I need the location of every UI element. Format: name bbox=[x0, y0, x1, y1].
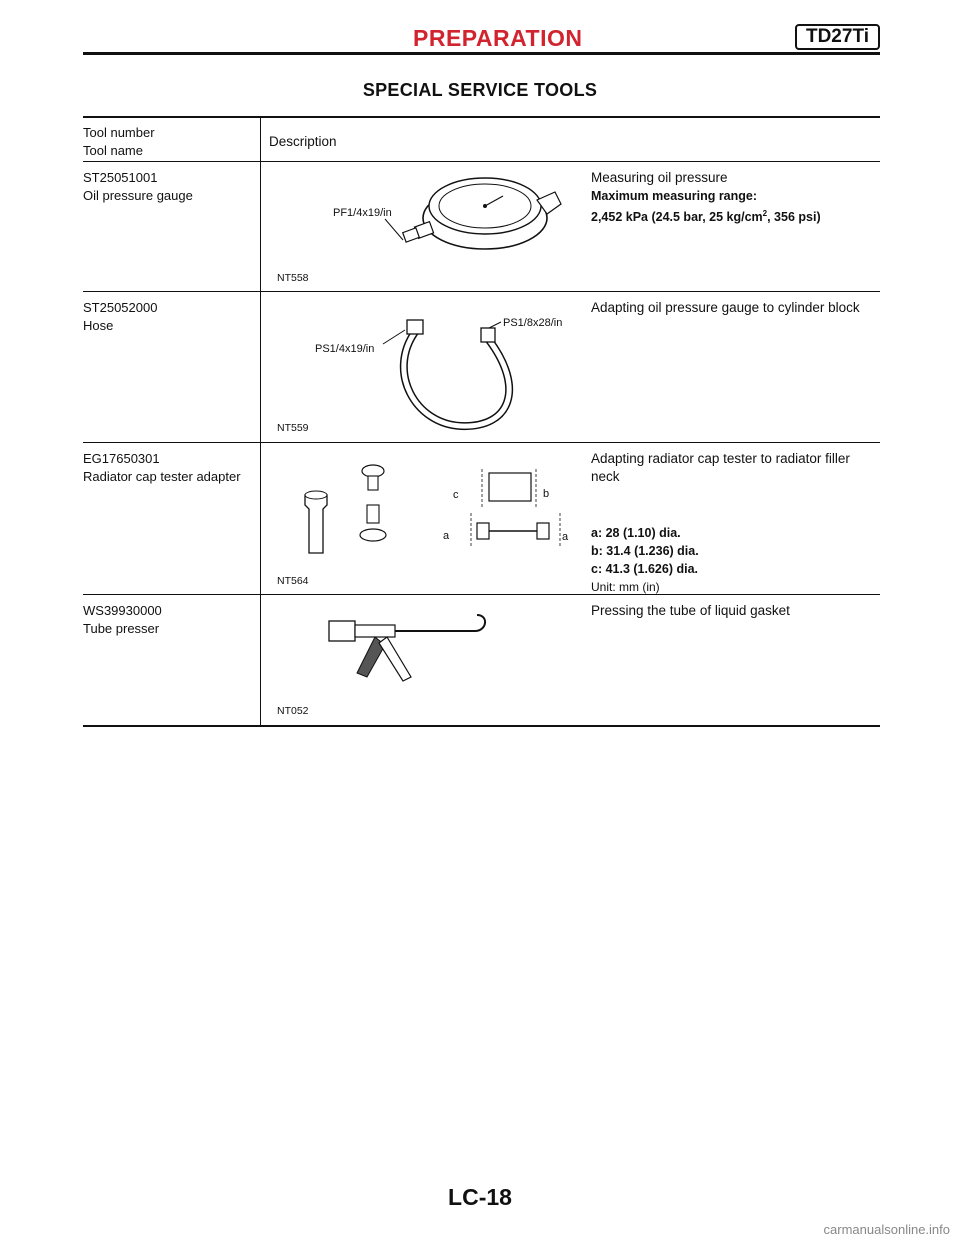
table-row bbox=[83, 162, 880, 292]
radiator-cap-tester-adapter-illustration bbox=[275, 443, 585, 594]
tube-presser-illustration bbox=[275, 595, 585, 725]
tools-table bbox=[83, 116, 880, 727]
tool-id-cell bbox=[83, 169, 255, 205]
section-title: PREPARATION bbox=[413, 25, 583, 51]
hose-end-thread-label: PS1/4x19/in bbox=[315, 343, 375, 355]
dimension-a-left-label: a bbox=[443, 530, 450, 542]
tool-number: WS39930000 bbox=[83, 603, 162, 618]
page-heading: SPECIAL SERVICE TOOLS bbox=[362, 80, 598, 100]
dimension-a-right-label: a bbox=[562, 531, 569, 543]
column-divider bbox=[260, 118, 261, 161]
tool-name: Oil pressure gauge bbox=[83, 188, 193, 203]
oil-pressure-gauge-illustration bbox=[275, 162, 575, 291]
table-row bbox=[83, 443, 880, 595]
page-header bbox=[83, 22, 880, 56]
column-divider bbox=[260, 595, 261, 725]
description-cell bbox=[591, 169, 880, 226]
table-row bbox=[83, 595, 880, 727]
image-code: NT558 bbox=[277, 272, 309, 284]
image-code: NT564 bbox=[277, 575, 309, 587]
column-divider bbox=[260, 443, 261, 594]
tool-id-cell bbox=[83, 450, 255, 486]
description-text: Pressing the tube of liquid gasket bbox=[591, 603, 790, 618]
description-text: Measuring oil pressure bbox=[591, 170, 728, 185]
tool-name: Radiator cap tester adapter bbox=[83, 469, 241, 484]
page-number: LC-18 bbox=[448, 1184, 512, 1210]
dimension-c-label: c bbox=[453, 489, 459, 501]
tool-id-cell bbox=[83, 299, 255, 335]
description-header: Description bbox=[269, 134, 337, 149]
image-code: NT559 bbox=[277, 422, 309, 434]
fitting-thread-label: PF1/4x19/in bbox=[333, 207, 392, 219]
table-row bbox=[83, 292, 880, 443]
tool-number-header: Tool number bbox=[83, 125, 155, 140]
dimension-a: a: 28 (1.10) dia. bbox=[591, 526, 681, 540]
tool-number: ST25051001 bbox=[83, 170, 158, 185]
hose-other-end-thread-label: PS1/8x28/in bbox=[503, 317, 563, 329]
column-divider bbox=[260, 292, 261, 442]
unit-note: Unit: mm (in) bbox=[591, 580, 660, 594]
tool-number: ST25052000 bbox=[83, 300, 158, 315]
tool-name-header: Tool name bbox=[83, 143, 143, 158]
watermark: carmanualsonline.info bbox=[823, 1222, 950, 1237]
hose-illustration bbox=[275, 292, 585, 442]
tool-name: Hose bbox=[83, 318, 114, 333]
tool-id-cell bbox=[83, 602, 255, 638]
tool-name: Tube presser bbox=[83, 621, 160, 636]
column-divider bbox=[260, 162, 261, 291]
description-text: Adapting radiator cap tester to radiator filler neck bbox=[591, 451, 850, 484]
description-cell bbox=[591, 602, 880, 620]
dimension-b: b: 31.4 (1.236) dia. bbox=[591, 544, 699, 558]
description-cell bbox=[591, 450, 880, 596]
tool-column-header bbox=[83, 124, 255, 160]
table-header-row bbox=[83, 118, 880, 162]
model-badge: TD27Ti bbox=[795, 24, 880, 50]
range-value: 2,452 kPa (24.5 bar, 25 $kg/cm^2$, 356 psi) bbox=[591, 209, 821, 225]
dimension-c: c: 41.3 (1.626) dia. bbox=[591, 562, 699, 576]
description-cell bbox=[591, 299, 880, 317]
dimension-b-label: b bbox=[543, 488, 550, 500]
tool-number: EG17650301 bbox=[83, 451, 160, 466]
image-code: NT052 bbox=[277, 705, 309, 717]
header-rule bbox=[83, 52, 880, 55]
range-label: Maximum measuring range: bbox=[591, 189, 758, 203]
description-text: Adapting oil pressure gauge to cylinder block bbox=[591, 300, 860, 315]
